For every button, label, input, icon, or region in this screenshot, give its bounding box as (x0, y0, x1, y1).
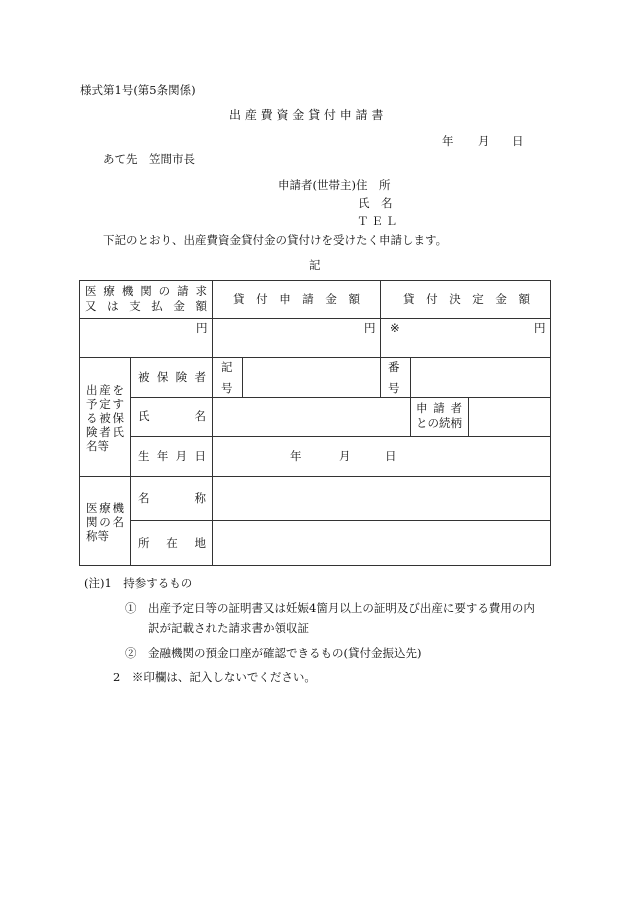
page-title: 出 産 費 資 金 貸 付 申 請 書 (229, 108, 384, 122)
note-item-1-line2: 訳が記載された請求書か領収証 (148, 621, 309, 635)
notes-label: (注)1 持参するもの (84, 576, 193, 590)
applicant-tel-label: ＴＥＬ (357, 214, 401, 228)
form-number: 様式第1号(第5条関係) (80, 83, 196, 97)
birth-month-label: 月 (339, 449, 351, 463)
table-border-right (550, 280, 551, 566)
date-month-label: 月 (478, 134, 490, 148)
rule-h3 (130, 397, 551, 398)
rule-v-main (212, 280, 213, 566)
birth-date-label: 生年月日 (138, 449, 206, 463)
medical-name-label: 名 称 (138, 491, 206, 505)
rule-v-ki (242, 357, 243, 397)
note-item-1-line1: ① 出産予定日等の証明書又は妊娠4箇月以上の証明及び出産に要する費用の内 (125, 601, 535, 615)
rule-v-ban (410, 357, 411, 397)
header-claim-line2: 又は支払金額 (85, 299, 207, 313)
rule-v-amounts (380, 280, 381, 397)
rule-h5 (79, 476, 551, 477)
rule-v-group (130, 357, 131, 566)
relation-label: 申請者 との続柄 (416, 401, 462, 430)
kome-mark: ※ (390, 321, 400, 335)
intro-text: 下記のとおり、出産費資金貸付金の貸付けを受けたく申請します。 (103, 233, 448, 247)
date-year-label: 年 (442, 134, 454, 148)
go-mark-2: 号 (388, 381, 400, 395)
yen-requested: 円 (364, 321, 376, 335)
note-item-2: ② 金融機関の預金口座が確認できるもの(貸付金振込先) (125, 646, 422, 660)
yen-claim: 円 (196, 321, 208, 335)
go-mark: 号 (221, 381, 233, 395)
rule-v-relation-left (410, 397, 411, 436)
medical-address-label: 所 在 地 (138, 536, 206, 550)
birth-day-label: 日 (385, 449, 397, 463)
ki-heading: 記 (309, 258, 321, 272)
insured-label: 被保険者 (138, 370, 206, 384)
table-border-bottom (79, 565, 551, 566)
applicant-name-label: 氏 名 (358, 196, 393, 210)
ban-mark: 番 (388, 360, 400, 374)
note-2: 2 ※印欄は、記入しないでください。 (113, 670, 316, 684)
header-requested-amount: 貸付申請金額 (233, 292, 360, 306)
rule-h2 (79, 357, 551, 358)
insured-name-label: 氏 名 (138, 409, 206, 423)
header-decided-amount: 貸付決定金額 (403, 292, 530, 306)
ki-mark: 記 (221, 360, 233, 374)
group-insured-label: 出産を 予定す る被保 険者氏 名等 (86, 383, 124, 453)
table-border-left (79, 280, 80, 566)
applicant-address-label: 申請者(世帯主)住 所 (278, 178, 391, 192)
rule-v-relation-right (468, 397, 469, 436)
addressee: あて先 笠間市長 (103, 152, 195, 166)
birth-year-label: 年 (290, 449, 302, 463)
header-claim-amount (85, 284, 207, 314)
table-border-top (79, 280, 551, 281)
rule-h1 (79, 318, 551, 319)
rule-h6 (130, 520, 551, 521)
group-medical-label: 医療機 関の名 称等 (86, 501, 124, 543)
application-table (79, 280, 551, 566)
header-claim-line1: 医療機関の請求 (85, 284, 207, 298)
date-day-label: 日 (512, 134, 524, 148)
yen-decided: 円 (534, 321, 546, 335)
rule-h4 (130, 436, 551, 437)
